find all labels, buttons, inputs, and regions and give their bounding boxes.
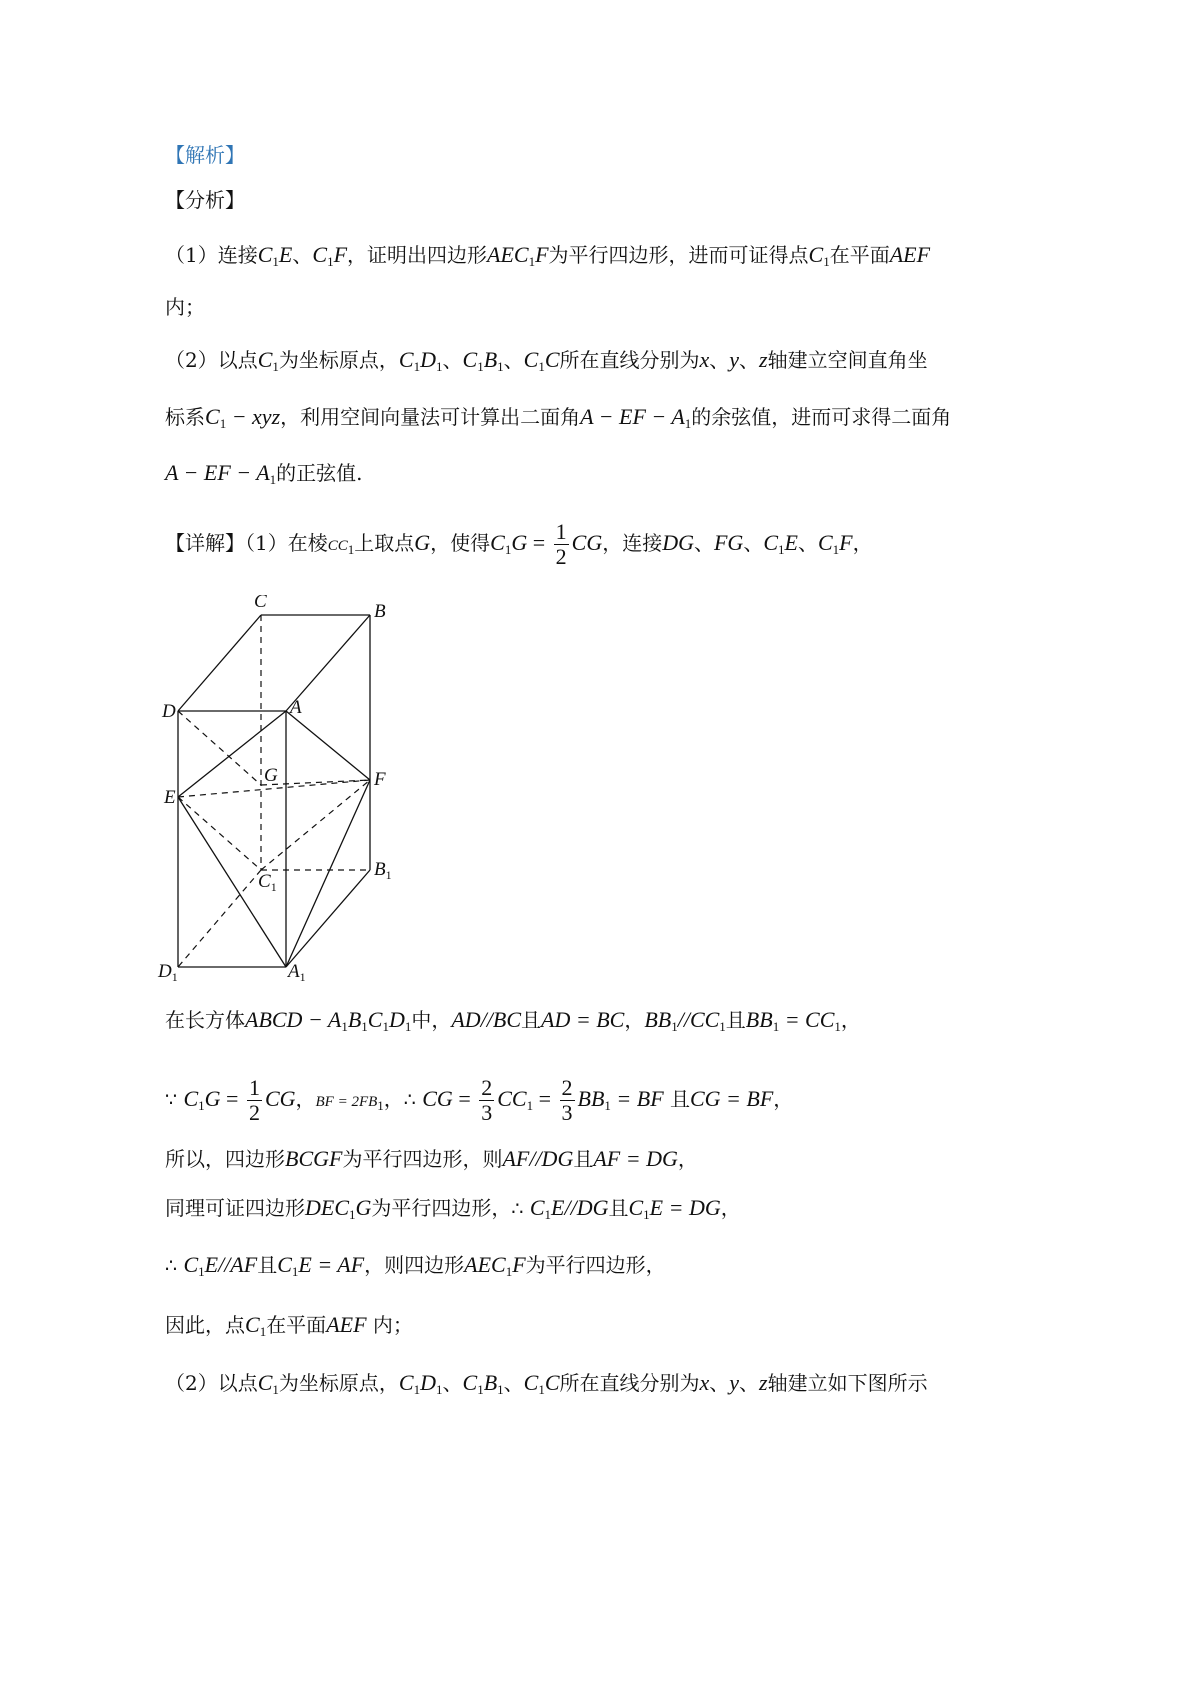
label-B1: $B_1$ [374,859,392,882]
proof-line-6: 因此，点$C_1$在平面AEF 内； [165,1312,413,1339]
solution-heading: 【解析】 [165,143,245,167]
proof-line-1: 在长方体ABCD − $A_1B_1C_1D_1$中，AD//BC且AD = BC，$BB_1//CC_1$且$BB_1 = CC_1$， [165,1007,861,1034]
edge-B1A1 [286,870,370,967]
label-G: G [264,765,278,786]
label-C1: $C_1$ [258,871,277,894]
proof-line-2: ∵ $C_1G$ = $\frac{1}{2}$ CG，BF = $2FB_1$，∴ CG = $\frac{2}{3}$ $CC_1$ = $\frac{2}{3}$ $BB_1$ = BF 且CG = BF， [165,1075,794,1125]
proof-line-3: 所以，四边形BCGF为平行四边形，则AF//DG且AF = DG， [165,1146,698,1171]
detail-part1: 【详解】（1）在棱$CC_1$上取点G，使得$C_1G$ = $\frac{1}{2}$ CG，连接DG、FG、$C_1E$、$C_1F$， [165,519,873,569]
analysis-heading: 【分析】 [165,188,245,212]
edge-CD [178,615,261,711]
label-D: D [162,701,176,722]
edge-C1F [261,780,370,870]
label-C: C [254,595,267,612]
fraction-one-half: $\frac{1}{2}$ [555,519,567,569]
analysis-part2: （2）以点$C_1$为坐标原点，$C_1D_1$、$C_1B_1$、$C_1C$所在直线分别为x、y、z轴建立空间直角坐 [165,347,928,374]
edge-EC1 [178,797,261,870]
analysis-part2-c: A − EF − $A_1$的正弦值. [165,460,363,487]
analysis-part2-b: 标系$C_1$ − xyz，利用空间向量法可计算出二面角A − EF − $A_1$的余弦值，进而可求得二面角 [165,404,952,431]
label-E: E [164,787,176,808]
proof-line-4: 同理可证四边形$DEC_1G$为平行四边形，∴ $C_1E//DG$且$C_1E$ = DG， [165,1195,741,1222]
edge-FA1 [286,780,370,967]
edge-AF [286,711,370,780]
label-D1: $D_1$ [158,961,178,984]
label-F: F [374,769,386,790]
proof-line-5: ∴ $C_1E//AF$且$C_1E$ = AF，则四边形$AEC_1F$为平行四边形， [165,1252,666,1279]
analysis-part1-cont: 内； [165,295,205,319]
edge-DG [178,711,261,785]
label-A: A [290,697,302,718]
label-B: B [374,601,386,622]
analysis-part1: （1）连接$C_1E$、$C_1F$，证明出四边形$AEC_1F$为平行四边形，进而可证得点$C_1$在平面AEF [165,242,931,269]
edge-C1D1 [178,870,261,967]
proof-line-7: （2）以点$C_1$为坐标原点，$C_1D_1$、$C_1B_1$、$C_1C$所在直线分别为x、y、z轴建立如下图所示 [165,1370,928,1397]
cuboid-figure [150,595,410,995]
label-A1: $A_1$ [288,961,306,984]
